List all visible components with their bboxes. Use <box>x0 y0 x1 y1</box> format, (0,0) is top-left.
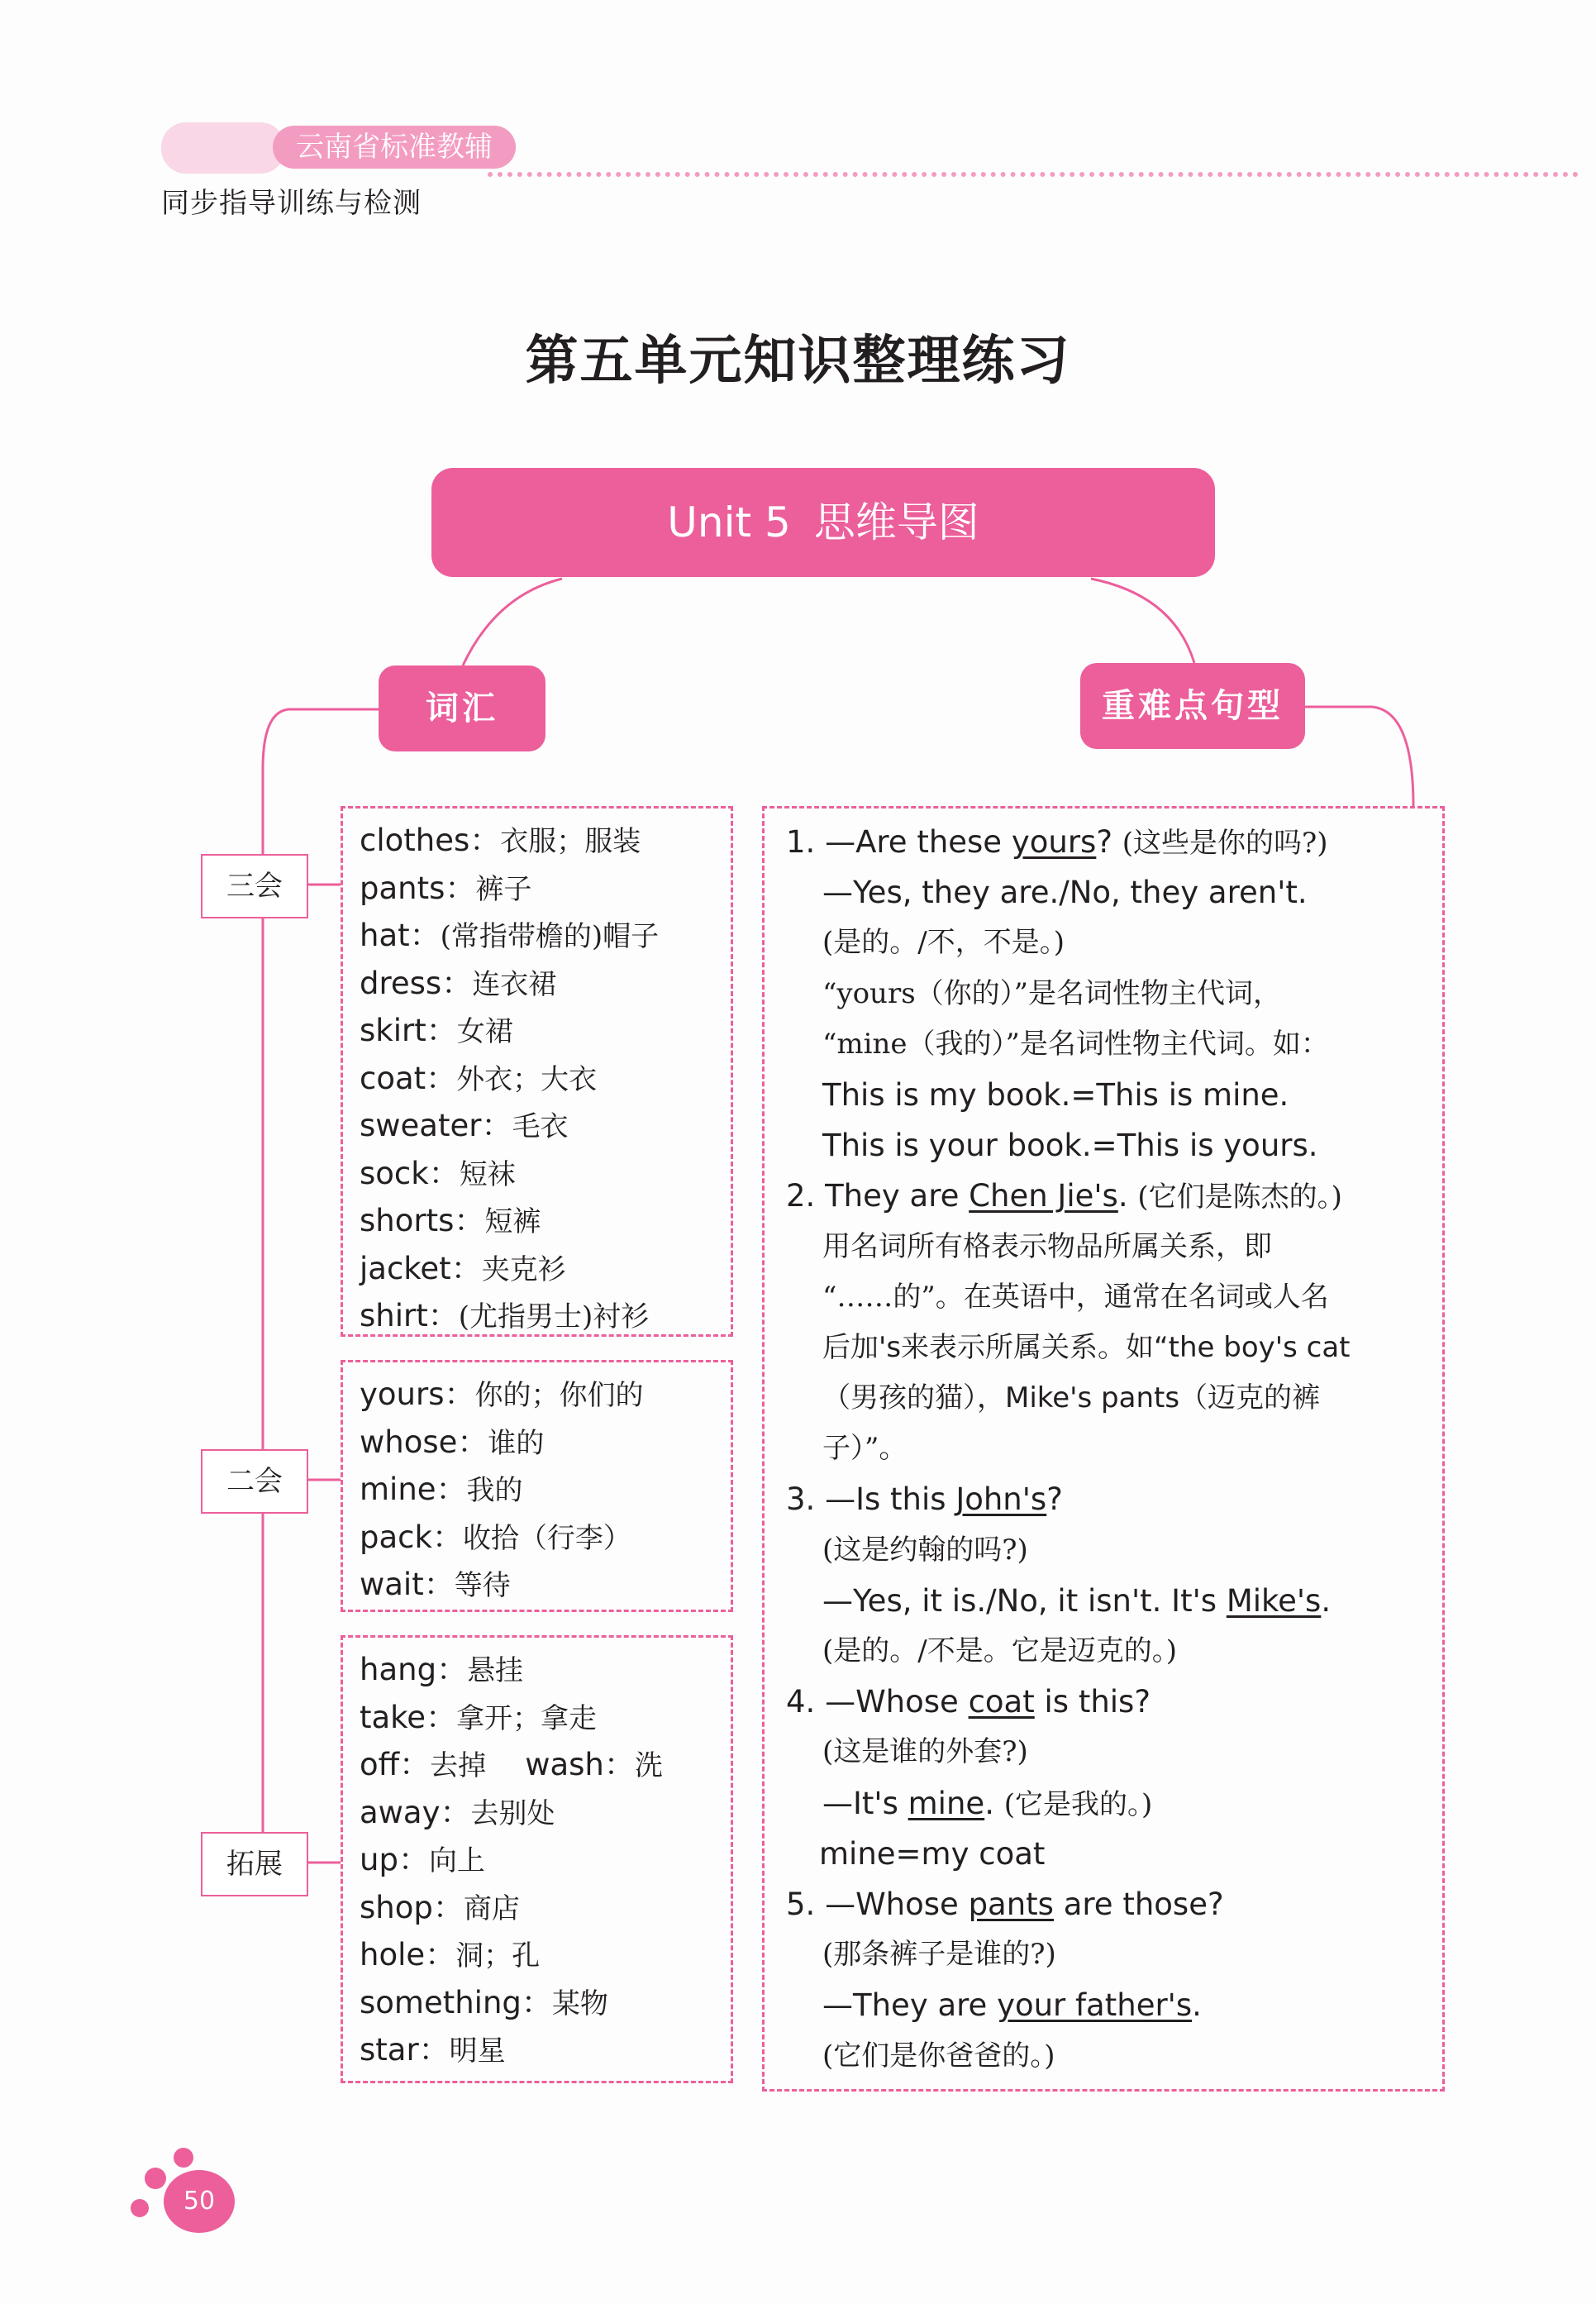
key-sentences-box <box>762 806 1445 2092</box>
vocab-item: jacket：夹克衫 <box>360 1250 566 1286</box>
mindmap-root <box>431 468 1215 577</box>
footer-dot <box>145 2168 166 2189</box>
root-mindmap-label: 思维导图 <box>813 498 979 546</box>
vocab-item: shirt：(尤指男士)衬衫 <box>360 1298 650 1333</box>
sentence-4-question-cn: (这是谁的外套?) <box>822 1735 1028 1769</box>
vocab-item: something：某物 <box>360 1984 608 2020</box>
series-badge: 云南省标准教辅 <box>273 126 516 169</box>
vocab-item: hole：洞；孔 <box>360 1937 541 1972</box>
vocab-item: mine：我的 <box>360 1472 523 1507</box>
vocab-item: coat：外衣；大衣 <box>360 1060 598 1096</box>
sentence-2-note: 用名词所有格表示物品所属关系，即 <box>822 1229 1272 1263</box>
sentence-2: 2. They are Chen Jie's. (它们是陈杰的。) <box>786 1178 1342 1214</box>
sentence-5-question: 5. —Whose pants are those? <box>786 1886 1224 1922</box>
category-label: 拓展 <box>201 1832 308 1896</box>
vocab-item: off：去掉 wash：洗 <box>360 1747 663 1782</box>
vocab-item: away：去别处 <box>360 1794 555 1830</box>
vocab-item: star：明星 <box>360 2032 506 2068</box>
branch-vocabulary: 词汇 <box>379 665 545 751</box>
vocab-item: skirt：女裙 <box>360 1013 513 1048</box>
sentence-3-answer-cn: (是的。/不是。它是迈克的。) <box>822 1634 1177 1667</box>
sentence-1-answer: —Yes, they are./No, they aren't. <box>822 875 1308 911</box>
footer-dot <box>131 2199 149 2217</box>
vocab-item: sock：短袜 <box>360 1155 516 1191</box>
vocab-item: up：向上 <box>360 1842 485 1877</box>
page-title: 第五单元知识整理练习 <box>525 330 1071 392</box>
category-label: 三会 <box>201 854 308 918</box>
sentence-1-note: “mine（我的）”是名词性物主代词。如： <box>822 1027 1329 1061</box>
sentence-3-answer: —Yes, it is./No, it isn't. It's Mike's. <box>822 1582 1332 1619</box>
sentence-1-note: “yours（你的）”是名词性物主代词， <box>822 976 1282 1010</box>
vocab-box-extension <box>341 1635 733 2083</box>
vocab-item: take：拿开；拿走 <box>360 1699 598 1735</box>
branch-key-sentences: 重难点句型 <box>1080 663 1305 749</box>
vocab-item: wait：等待 <box>360 1567 511 1602</box>
vocab-item: shop：商店 <box>360 1889 520 1925</box>
sentence-1-example: This is my book.=This is mine. <box>822 1076 1289 1113</box>
sentence-5-question-cn: (那条裤子是谁的?) <box>822 1938 1056 1972</box>
sentence-2-note: （男孩的猫），Mike's pants（迈克的裤 <box>822 1381 1321 1415</box>
vocab-item: dress：连衣裙 <box>360 965 557 1001</box>
sentence-2-note: 子）”。 <box>822 1432 908 1466</box>
sentence-2-note: 后加's来表示所属关系。如“the boy's cat <box>822 1330 1351 1364</box>
sentence-5-answer: —They are your father's. <box>822 1987 1202 2024</box>
book-subtitle: 同步指导训练与检测 <box>161 187 422 220</box>
sentence-3-question-cn: (这是约翰的吗?) <box>822 1533 1028 1567</box>
vocab-item: hang：悬挂 <box>360 1652 524 1687</box>
sentence-1-answer-cn: (是的。/不，不是。) <box>822 926 1065 960</box>
page-number: 50 <box>164 2170 235 2233</box>
vocab-item: clothes：衣服；服装 <box>360 823 641 858</box>
category-label: 二会 <box>201 1449 308 1514</box>
sentence-1-example: This is your book.=This is yours. <box>822 1128 1318 1164</box>
vocab-item: pants：裤子 <box>360 870 532 906</box>
vocab-item: whose：谁的 <box>360 1424 545 1460</box>
footer-dot <box>174 2148 193 2168</box>
vocab-item: shorts：短裤 <box>360 1203 541 1238</box>
vocab-item: yours：你的；你们的 <box>360 1376 644 1412</box>
sentence-4-note: mine=my coat <box>819 1835 1046 1872</box>
sentence-2-note: “……的”。在英语中，通常在名词或人名 <box>822 1280 1329 1314</box>
root-unit-label: Unit 5 <box>667 498 791 546</box>
sentence-5-answer-cn: (它们是你爸爸的。) <box>822 2039 1055 2073</box>
sentence-4-question: 4. —Whose coat is this? <box>786 1684 1151 1720</box>
vocab-box-three-skills <box>341 806 733 1337</box>
sentence-1-question: 1. —Are these yours? (这些是你的吗?) <box>786 824 1328 860</box>
vocab-box-two-skills <box>341 1360 733 1612</box>
sentence-3-question: 3. —Is this John's? <box>786 1481 1063 1518</box>
sentence-4-answer: —It's mine. (它是我的。) <box>822 1785 1153 1821</box>
vocab-item: hat：(常指带檐的)帽子 <box>360 918 660 953</box>
vocab-item: sweater：毛衣 <box>360 1108 569 1143</box>
vocab-item: pack：收拾（行李） <box>360 1519 631 1555</box>
